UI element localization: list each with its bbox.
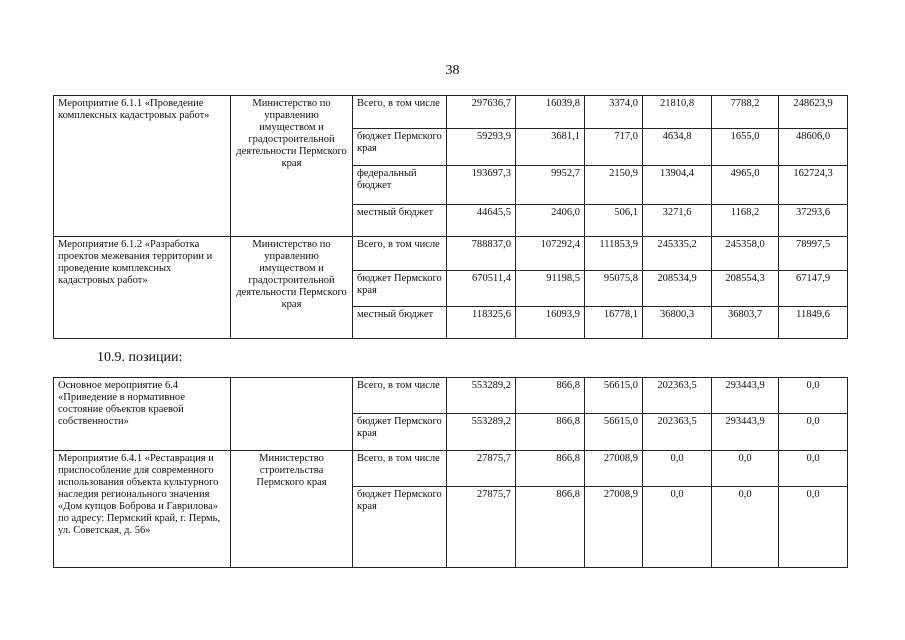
amount-cell: 7788,2 — [712, 96, 779, 129]
table-row — [54, 378, 848, 414]
amount-cell: 670511,4 — [447, 271, 516, 307]
amount-cell: 27008,9 — [585, 487, 643, 568]
amount-cell: 59293,9 — [447, 129, 516, 166]
responsible-org-cell: Министерство по управлению имуществом и градостроительной деятельности Пермского края — [231, 237, 353, 339]
amount-cell: 16039,8 — [516, 96, 585, 129]
responsible-org-cell: Министерство по управлению имуществом и градостроительной деятельности Пермского края — [231, 96, 353, 237]
amount-cell: 553289,2 — [447, 414, 516, 451]
amount-cell: 717,0 — [585, 129, 643, 166]
amount-cell: 0,0 — [779, 451, 848, 487]
amount-cell: 36803,7 — [712, 307, 779, 339]
amount-cell: 208554,3 — [712, 271, 779, 307]
amount-cell: 27875,7 — [447, 487, 516, 568]
funding-source-cell: Всего, в том числе — [353, 451, 447, 487]
amount-cell: 202363,5 — [643, 414, 712, 451]
amount-cell: 67147,9 — [779, 271, 848, 307]
amount-cell: 866,8 — [516, 378, 585, 414]
table-row — [54, 237, 848, 271]
amount-cell: 107292,4 — [516, 237, 585, 271]
amount-cell: 0,0 — [779, 378, 848, 414]
amount-cell: 4965,0 — [712, 166, 779, 205]
funding-table-bottom — [53, 377, 848, 568]
funding-source-cell: Всего, в том числе — [353, 96, 447, 129]
amount-cell: 297636,7 — [447, 96, 516, 129]
amount-cell: 91198,5 — [516, 271, 585, 307]
amount-cell: 193697,3 — [447, 166, 516, 205]
amount-cell: 37293,6 — [779, 205, 848, 237]
amount-cell: 1655,0 — [712, 129, 779, 166]
amount-cell: 0,0 — [779, 414, 848, 451]
amount-cell: 4634,8 — [643, 129, 712, 166]
table-row — [54, 451, 848, 487]
event-cell: Основное мероприятие 6.4 «Приведение в нормативное состояние объектов краевой собственности» — [54, 378, 231, 451]
amount-cell: 208534,9 — [643, 271, 712, 307]
amount-cell: 27875,7 — [447, 451, 516, 487]
amount-cell: 11849,6 — [779, 307, 848, 339]
page-number: 38 — [445, 63, 460, 78]
amount-cell: 245358,0 — [712, 237, 779, 271]
amount-cell: 2406,0 — [516, 205, 585, 237]
amount-cell: 0,0 — [712, 487, 779, 568]
amount-cell: 553289,2 — [447, 378, 516, 414]
responsible-org-cell: Министерство строительства Пермского края — [231, 451, 353, 568]
amount-cell: 36800,3 — [643, 307, 712, 339]
amount-cell: 0,0 — [643, 487, 712, 568]
amount-cell: 248623,9 — [779, 96, 848, 129]
amount-cell: 3681,1 — [516, 129, 585, 166]
amount-cell: 2150,9 — [585, 166, 643, 205]
amount-cell: 78997,5 — [779, 237, 848, 271]
amount-cell: 0,0 — [643, 451, 712, 487]
funding-source-cell: местный бюджет — [353, 205, 447, 237]
funding-source-cell: местный бюджет — [353, 307, 447, 339]
funding-table-top — [53, 95, 848, 339]
amount-cell: 16093,9 — [516, 307, 585, 339]
section-heading: 10.9. позиции: — [97, 350, 183, 365]
amount-cell: 866,8 — [516, 451, 585, 487]
amount-cell: 1168,2 — [712, 205, 779, 237]
funding-source-cell: бюджет Пермского края — [353, 129, 447, 166]
amount-cell: 202363,5 — [643, 378, 712, 414]
amount-cell: 506,1 — [585, 205, 643, 237]
amount-cell: 866,8 — [516, 487, 585, 568]
funding-source-cell: федеральный бюджет — [353, 166, 447, 205]
amount-cell: 56615,0 — [585, 414, 643, 451]
amount-cell: 48606,0 — [779, 129, 848, 166]
event-cell: Мероприятие 6.4.1 «Реставрация и приспособление для современного использования объекта культурного наследия регионального значения «Дом купцов Боброва и Гаврилова» по адресу: Пермский край, г. Пермь, ул. Советская, д. 56» — [54, 451, 231, 568]
amount-cell: 95075,8 — [585, 271, 643, 307]
funding-source-cell: бюджет Пермского края — [353, 487, 447, 568]
amount-cell: 293443,9 — [712, 378, 779, 414]
amount-cell: 245335,2 — [643, 237, 712, 271]
amount-cell: 293443,9 — [712, 414, 779, 451]
amount-cell: 788837,0 — [447, 237, 516, 271]
event-cell: Мероприятие 6.1.2 «Разработка проектов межевания территории и проведение комплексных кадастровых работ» — [54, 237, 231, 339]
amount-cell: 866,8 — [516, 414, 585, 451]
funding-source-cell: бюджет Пермского края — [353, 271, 447, 307]
amount-cell: 0,0 — [712, 451, 779, 487]
amount-cell: 16778,1 — [585, 307, 643, 339]
funding-source-cell: Всего, в том числе — [353, 378, 447, 414]
amount-cell: 27008,9 — [585, 451, 643, 487]
amount-cell: 9952,7 — [516, 166, 585, 205]
amount-cell: 13904,4 — [643, 166, 712, 205]
funding-source-cell: Всего, в том числе — [353, 237, 447, 271]
amount-cell: 3271,6 — [643, 205, 712, 237]
amount-cell: 44645,5 — [447, 205, 516, 237]
amount-cell: 111853,9 — [585, 237, 643, 271]
funding-source-cell: бюджет Пермского края — [353, 414, 447, 451]
responsible-org-cell — [231, 378, 353, 451]
amount-cell: 56615,0 — [585, 378, 643, 414]
amount-cell: 0,0 — [779, 487, 848, 568]
amount-cell: 162724,3 — [779, 166, 848, 205]
event-cell: Мероприятие 6.1.1 «Проведение комплексных кадастровых работ» — [54, 96, 231, 237]
amount-cell: 21810,8 — [643, 96, 712, 129]
amount-cell: 3374,0 — [585, 96, 643, 129]
amount-cell: 118325,6 — [447, 307, 516, 339]
table-row — [54, 96, 848, 129]
